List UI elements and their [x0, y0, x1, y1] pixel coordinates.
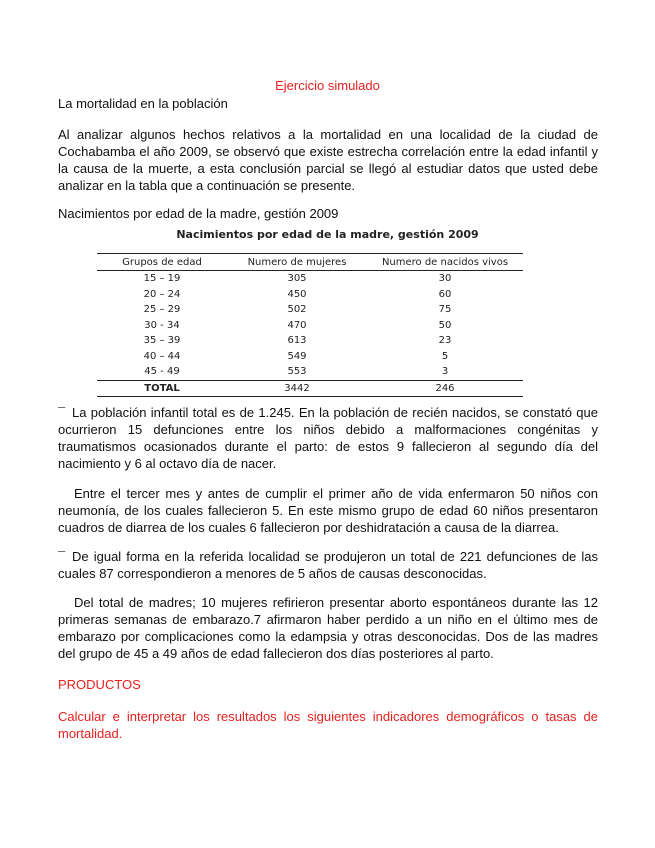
- table-cell: 23: [438, 335, 452, 347]
- births-table-wrapper: [97, 253, 523, 397]
- table-row: [97, 287, 523, 303]
- table-row: [97, 364, 523, 380]
- table-cell: 15 – 19: [143, 273, 181, 285]
- table-total-cell: 246: [367, 380, 523, 397]
- table-cell: 40 – 44: [143, 350, 181, 362]
- intro-paragraph: Al analizar algunos hechos relativos a la mortalidad en una localidad de la ciudad de Cochabamba el año 2009, se observó que existe estrecha correlación entre la edad infantil y la causa de la muerte, a esta conclusión parcial se llegó al estudiar datos que usted debe analizar en la tabla que a continuación se presente.: [58, 127, 598, 193]
- table-cell: 60: [438, 288, 452, 300]
- table-cell: 30 - 34: [144, 319, 180, 331]
- table-cell: 5: [441, 350, 449, 362]
- table-header-cell: Grupos de edad: [97, 254, 227, 271]
- table-cell: 502: [287, 304, 307, 316]
- table-cell: 75: [438, 304, 452, 316]
- products-heading: PRODUCTOS: [58, 677, 141, 692]
- table-header-cell: Numero de nacidos vivos: [367, 254, 523, 271]
- table-total-row: [97, 380, 523, 397]
- bullet-mark: ¯: [58, 405, 66, 420]
- products-text: Calcular e interpretar los resultados los siguientes indicadores demográficos o tasas de mortalidad.: [58, 709, 598, 741]
- document-title: Ejercicio simulado: [275, 78, 380, 93]
- document-subtitle: La mortalidad en la población: [58, 96, 228, 111]
- table-row: [97, 349, 523, 365]
- table-cell: 20 – 24: [143, 288, 181, 300]
- table-cell: 30: [438, 273, 452, 285]
- paragraph-infant-population: [58, 404, 598, 472]
- table-cell: 470: [287, 319, 307, 331]
- table-row: [97, 333, 523, 349]
- table-row: [97, 318, 523, 334]
- table-heading: Nacimientos por edad de la madre, gestión 2009: [58, 206, 339, 221]
- paragraph-text: Entre el tercer mes y antes de cumplir el primer año de vida enfermaron 50 niños con neumonía, de los cuales fallecieron 5. En este mismo grupo de edad 60 niños presentaron cuadros de diarrea de los cuales 6 fallecieron por deshidratación a causa de la diarrea.: [58, 486, 598, 535]
- paragraph-pneumonia: [58, 485, 598, 536]
- table-cell: 35 – 39: [143, 335, 181, 347]
- table-cell: 3: [441, 366, 449, 378]
- table-cell: 613: [287, 335, 307, 347]
- table-header-cell: Numero de mujeres: [227, 254, 367, 271]
- paragraph-text: De igual forma en la referida localidad se produjeron un total de 221 defunciones de las cuales 87 correspondieron a menores de 5 años de causas desconocidas.: [58, 549, 598, 581]
- paragraph-deaths: [58, 548, 598, 582]
- table-caption: Nacimientos por edad de la madre, gestión 2009: [176, 228, 479, 241]
- table-cell: 45 - 49: [144, 366, 180, 378]
- table-cell: 450: [287, 288, 307, 300]
- table-cell: 305: [287, 273, 307, 285]
- table-total-label: TOTAL: [97, 380, 227, 397]
- table-row: [97, 302, 523, 318]
- paragraph-text: La población infantil total es de 1.245. En la población de recién nacidos, se constató que ocurrieron 15 defunciones entre los niños debido a malformaciones congénitas y traumatismos ocasionados durante el parto: de estos 9 fallecieron al segundo día del nacimiento y 6 al octavo día de nacer.: [58, 405, 598, 471]
- paragraph-text: Del total de madres; 10 mujeres refirieron presentar aborto espontáneos durante las 12 primeras semanas de embarazo.7 afirmaron haber perdido a un niño en el último mes de embarazo por complicaciones como la edampsia y otras desconocidas. Dos de las madres del grupo de 45 a 49 años de edad fallecieron dos días posteriores al parto.: [58, 595, 598, 661]
- table-cell: 553: [287, 366, 307, 378]
- bullet-mark: ¯: [58, 549, 66, 564]
- table-cell: 549: [287, 350, 307, 362]
- table-total-cell: 3442: [227, 380, 367, 397]
- table-cell: 50: [438, 319, 452, 331]
- paragraph-mothers: [58, 594, 598, 662]
- table-row: [97, 271, 523, 287]
- table-cell: 25 – 29: [143, 304, 181, 316]
- births-table: [97, 253, 523, 397]
